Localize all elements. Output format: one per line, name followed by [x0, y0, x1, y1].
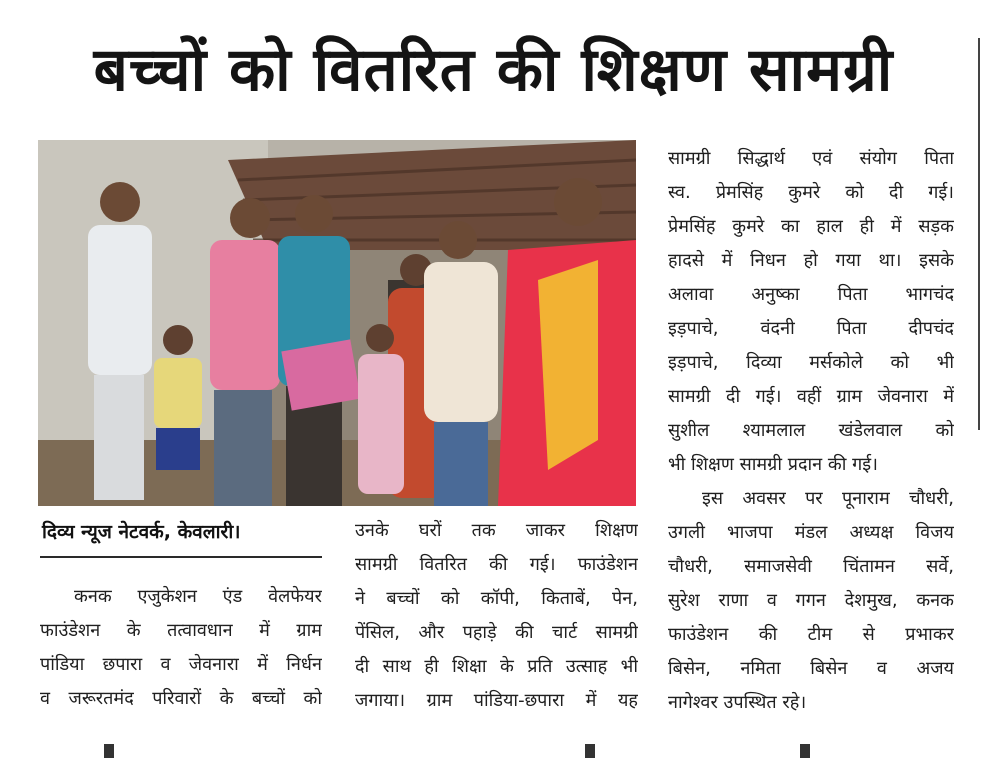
text-line: पांडिया छपारा व जेवनारा में निर्धन — [40, 654, 322, 675]
text-line: नागेश्वर उपस्थित रहे। — [668, 692, 807, 713]
text-line: फाउंडेशन के तत्वावधान में ग्राम — [40, 620, 322, 641]
text-line: उनके घरों तक जाकर शिक्षण — [355, 520, 638, 541]
text-line: दी साथ ही शिक्षा के प्रति उत्साह भी — [355, 656, 638, 677]
text-line: इड़पाचे, वंदनी पिता दीपचंद — [668, 318, 954, 339]
text-line: अलावा अनुष्का पिता भागचंद — [668, 284, 954, 305]
text-line: सुशील श्यामलाल खंडेलवाल को — [668, 420, 954, 441]
text-line: इड़पाचे, दिव्या मर्सकोले को भी — [668, 352, 954, 373]
cropped-text-fragment — [585, 744, 595, 758]
text-line: व जरूरतमंद परिवारों के बच्चों को — [40, 688, 322, 709]
text-line: जगाया। ग्राम पांडिया-छपारा में यह — [355, 690, 638, 711]
dateline: दिव्य न्यूज नेटवर्क, केवलारी। — [42, 521, 241, 543]
text-line: ने बच्चों को कॉपी, किताबें, पेन, — [355, 588, 638, 609]
column-edge-rule — [978, 38, 980, 430]
text-line: स्व. प्रेमसिंह कुमरे को दी गई। — [668, 182, 954, 203]
article-column-2 — [355, 514, 638, 718]
text-line: सामग्री सिद्धार्थ एवं संयोग पिता — [668, 148, 954, 169]
dateline-rule — [40, 556, 322, 558]
text-line: कनक एजुकेशन एंड वेलफेयर — [74, 586, 322, 607]
text-line: सामग्री वितरित की गई। फाउंडेशन — [355, 554, 638, 575]
headline: बच्चों को वितरित की शिक्षण सामग्री — [93, 35, 894, 105]
text-line: बिसेन, नमिता बिसेन व अजय — [668, 658, 954, 679]
photo-illustration — [38, 140, 636, 506]
text-line: हादसे में निधन हो गया था। इसके — [668, 250, 954, 271]
text-line: पेंसिल, और पहाड़े की चार्ट सामग्री — [355, 622, 638, 643]
article-column-3 — [668, 142, 954, 720]
news-photo — [38, 140, 636, 506]
cropped-text-fragment — [800, 744, 810, 758]
cropped-text-fragment — [104, 744, 114, 758]
text-line: चौधरी, समाजसेवी चिंतामन सर्वे, — [668, 556, 954, 577]
text-line: उगली भाजपा मंडल अध्यक्ष विजय — [668, 522, 954, 543]
text-line: इस अवसर पर पूनाराम चौधरी, — [702, 488, 954, 509]
text-line: सामग्री दी गई। वहीं ग्राम जेवनारा में — [668, 386, 954, 407]
text-line: सुरेश राणा व गगन देशमुख, कनक — [668, 590, 954, 611]
text-line: फाउंडेशन की टीम से प्रभाकर — [668, 624, 954, 645]
article-column-1 — [40, 580, 322, 716]
text-line: भी शिक्षण सामग्री प्रदान की गई। — [668, 454, 878, 475]
text-line: प्रेमसिंह कुमरे का हाल ही में सड़क — [668, 216, 954, 237]
